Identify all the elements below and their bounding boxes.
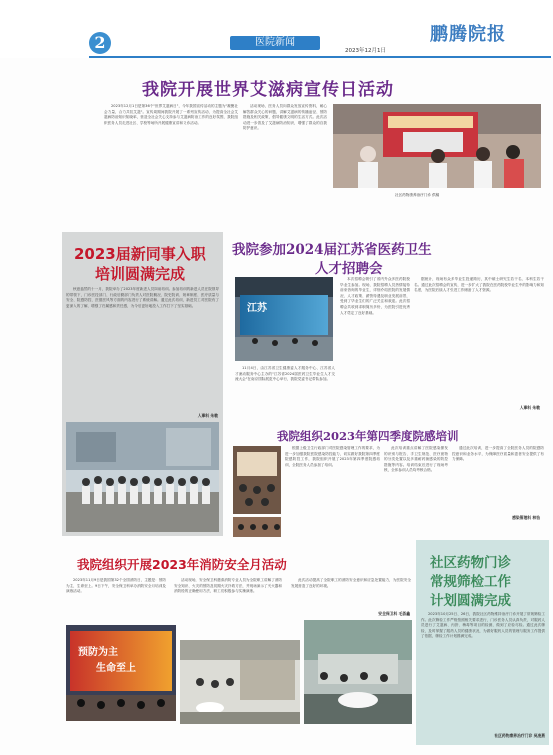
aids-day-photo-graphic xyxy=(333,104,541,188)
article3-author: 人事科 朱敏 xyxy=(519,405,540,410)
article1-title: 我院开展世界艾滋病宣传日活动 xyxy=(142,80,394,100)
article1-col2: 活动现场，医务人员向群众发放宣传资料，耐心解答群众关心的问题，讲解艾滋病的传播途径、预防措施及相关政策，倡导健康文明的生活方式。此次活动进一步普及了艾滋病防治知识，增强了群众的自我防护意识。 xyxy=(243,104,327,131)
article4-col2: 此次培训重点讲解了医院感染暴发的识别与报告、手卫生规范、医疗废物的分类处置以及多重耐药菌感染的防控措施等内容。培训结束后进行了现场考核，全体参训人员均考核合格。 xyxy=(384,446,448,473)
training-photo-2 xyxy=(233,517,281,537)
article2-title-line2: 培训圆满完成 xyxy=(95,265,186,283)
section-label: 医院新闻 xyxy=(230,36,320,50)
group-photo-graphic xyxy=(66,422,219,532)
fire-safety-photo-1-graphic xyxy=(66,625,176,721)
svg-text:江苏: 江苏 xyxy=(247,303,267,314)
article6-title-line2: 常规筛检工作 xyxy=(430,574,511,590)
article3-col3: 据统计，现场有众多毕业生投递简历，其中硕士研究生若干名、本科生若干名。通过此次招聘会的宣传，进一步扩大了我院在医药院校毕业生中的影响力和知名度，为医院后续人才引进工作储备了人才资源。 xyxy=(414,277,544,293)
article2-body: 秋意盎然的十一月，我院举办了2023年度新进人员岗前培训。参加培训的新进人员在院领导的带领下，门诊医技部门、行政后勤部门负责人对医院概况、院史院训、规章制度、医疗质量与安全、院感防控、医德医风等方面的内容进行了系统讲解。通过此次培训，新进员工对医院有了更深入的了解，增强了归属感和责任感，为今后更好地投入工作打下了坚实基础。 xyxy=(66,287,219,308)
article3-col1: 11月4日，由江苏省卫生健康委人才服务中心、江苏省人才流动服务中心主办的"江苏省2024届医药卫生毕业生人才交流大会"在南京国际展览中心举行，我院党委书记带队参加。 xyxy=(235,366,335,382)
training-photo-2-graphic xyxy=(233,517,281,537)
training-photo-1-graphic xyxy=(233,446,281,514)
article4-author: 感染管理科 林怡 xyxy=(512,515,540,520)
article5-col2: 活动现场，安全保卫科邀请消防专业人员为全院职工讲解了消防安全知识、火灾的预防及初期火灾扑救方法，并现场演示了灭火器和消防栓的正确使用方法，职工们积极参与实操演练。 xyxy=(174,578,282,594)
page-number: 2 xyxy=(89,32,111,54)
fire-safety-photo-2-graphic xyxy=(180,640,300,724)
article3-col2-top: 本次招聘会吸引了省内外众多医药院校毕业生参加。现场，我院招聘人员热情接待前来咨询的毕业生，详细介绍医院的发展情况、人才政策、薪资待遇及职业发展前景，受到了毕业生们的广泛关注和欢迎。此次招聘会共收到求职简历多份，为医院引进优秀人才奠定了良好基础。 xyxy=(340,277,410,315)
newspaper-logo: 鹏腾院报 xyxy=(430,24,506,45)
issue-date: 2023年12月1日 xyxy=(345,48,386,54)
aids-day-photo xyxy=(333,104,541,188)
article5-author: 安全保卫科 毛荟鑫 xyxy=(378,611,410,616)
article5-title: 我院组织开展2023年消防安全月活动 xyxy=(77,557,287,572)
article6-author: 社区药物康养治疗门诊 吴凌燕 xyxy=(494,733,545,738)
job-fair-photo-graphic xyxy=(235,277,333,361)
article4-col3: 通过此次培训，进一步提高了全院医务人员的院感防控意识和业务水平，为保障医疗质量和患者安全提供了有力保障。 xyxy=(452,446,544,462)
job-fair-photo xyxy=(235,277,333,361)
article4-title: 我院组织2023年第四季度院感培训 xyxy=(277,429,459,443)
svg-text:生命至上: 生命至上 xyxy=(96,663,136,674)
article5-col3: 此次活动提高了全院职工的消防安全意识和应急处置能力，为医院安全发展营造了良好的环境。 xyxy=(291,578,411,588)
svg-text:预防为主: 预防为主 xyxy=(78,647,118,658)
page-header xyxy=(0,0,553,58)
article1-caption: 社区药物康养治疗门诊 供稿 xyxy=(395,193,440,197)
group-photo xyxy=(66,422,219,532)
article1-col1: 2023年12月1日是第36个"世界艾滋病日"，今年我国宣传活动的主题为"凝聚社会力量，合力共抗艾滋"。宣传周期间我院开展了一系列宣传活动，为提高全社会艾滋病防治知识知晓率，营造全社会关心支持参与艾滋病防治工作的良好氛围，我院组织医务人员走进社区、学校等场所开展健康宣讲和义诊活动。 xyxy=(104,104,238,125)
header-rule xyxy=(89,56,551,58)
article6-title-line3: 计划圆满完成 xyxy=(430,593,511,609)
article2-author: 人事科 朱敏 xyxy=(197,413,218,418)
fire-safety-photo-3-graphic xyxy=(304,620,412,724)
fire-safety-photo-3 xyxy=(304,620,412,724)
article6-title-line1: 社区药物门诊 xyxy=(430,555,511,571)
fire-safety-photo-2 xyxy=(180,640,300,724)
article5-col1: 2023年11月9日是我国第32个全国消防日，主题是：预防为主，生命至上。9日下午，安全保卫科举办消防安全月培训及演练活动。 xyxy=(66,578,166,594)
training-photo-1 xyxy=(233,446,281,514)
article3-title-line1: 我院参加2024届江苏省医药卫生 xyxy=(232,242,432,258)
article3-title-line2: 人才招聘会 xyxy=(315,261,383,277)
article6-body: 2023年10月25日、26日，我院社区药物维持治疗门诊开展了常规筛检工作。此次筛检工作严格按照相关要求进行，门诊医务人员认真负责，对服药人员进行了艾滋病、丙肝、梅毒等项目的检测，做到了应检尽检。通过此次筛检，及时掌握了服药人员的健康状况，为做好服药人员的管理与服务工作提供了依据，筛检工作计划圆满完成。 xyxy=(421,612,545,639)
article4-col1: 根据上级卫生行政部门对医院感染管理工作的要求，为进一步加强我院医院感染防控能力，切实做好我院第四季度院感防控工作，我院组织开展了2023年第四季度院感培训，全院医务人员参加了培训。 xyxy=(285,446,380,467)
article2-title-line1: 2023届新同事入职 xyxy=(74,245,206,263)
fire-safety-photo-1 xyxy=(66,625,176,721)
